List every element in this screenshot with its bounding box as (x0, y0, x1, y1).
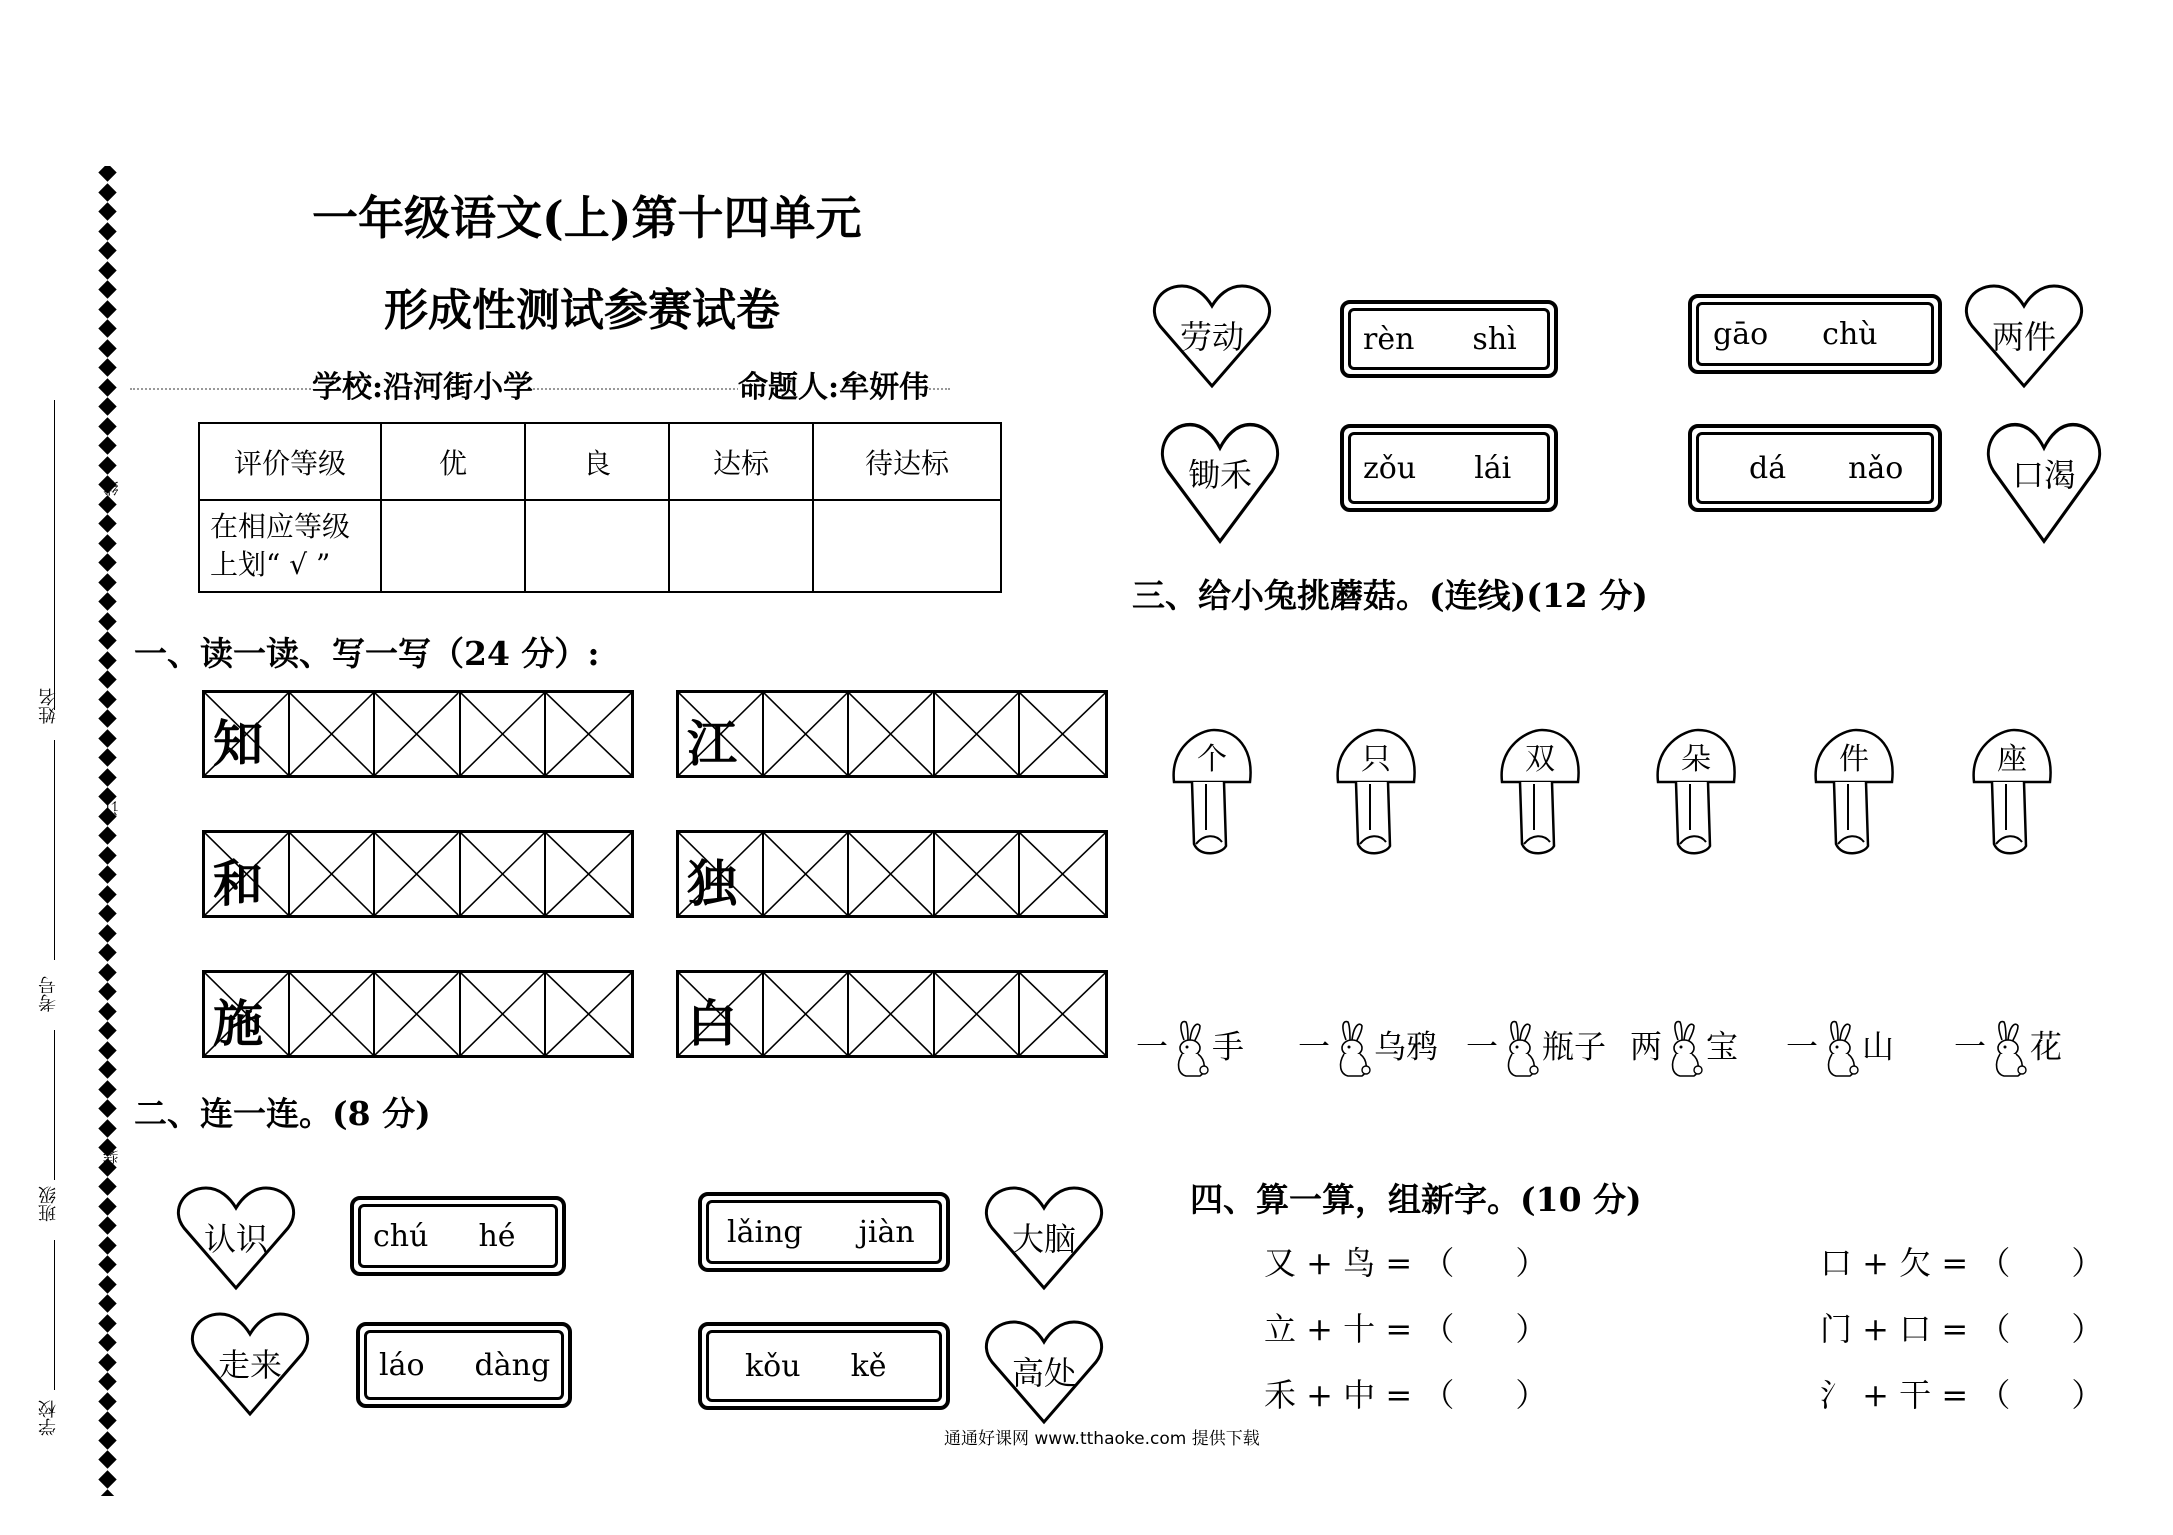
sample-character: 施 (213, 995, 263, 1053)
rating-table (198, 422, 1002, 593)
binding-diamond (98, 1353, 116, 1371)
measure-prefix: 一 (1954, 1027, 1987, 1066)
binding-diamond (98, 943, 116, 961)
pinyin-syllable: nǎo (1848, 450, 1904, 486)
mushroom[interactable] (1170, 726, 1254, 856)
binding-diamond (98, 183, 116, 201)
binding-diamond (98, 1236, 116, 1254)
school-name: 学校:沿河街小学 (312, 362, 533, 406)
writing-cell[interactable] (849, 693, 934, 775)
pinyin-syllable: dàng (474, 1347, 551, 1383)
binding-diamond (98, 1470, 116, 1488)
binding-diamond (98, 1099, 116, 1117)
binding-diamond (98, 826, 116, 844)
binding-diamond (98, 1080, 116, 1098)
binding-diamond (98, 397, 116, 415)
rating-cell-pending[interactable] (813, 500, 1001, 592)
binding-diamond (98, 573, 116, 591)
rabbit-item[interactable] (1786, 1020, 1894, 1078)
binding-diamond (98, 885, 116, 903)
pinyin-syllable: chù (1822, 316, 1878, 352)
rating-cell-good[interactable] (525, 500, 669, 592)
sample-character-cell (679, 833, 764, 915)
rating-header-grade: 评价等级 (199, 423, 381, 500)
heart-card[interactable] (176, 1184, 296, 1292)
heart-label: 两件 (1991, 318, 2056, 356)
mushroom[interactable] (1498, 726, 1582, 856)
heart-card[interactable] (984, 1318, 1104, 1426)
noun-suffix: 手 (1212, 1027, 1245, 1066)
heart-card[interactable] (1964, 282, 2084, 390)
writing-cell[interactable] (290, 833, 375, 915)
side-label-exam-number: 考号 (38, 976, 59, 1012)
writing-cell[interactable] (764, 693, 849, 775)
pinyin-syllable: chú (373, 1218, 429, 1254)
writing-cell[interactable] (764, 973, 849, 1055)
binding-diamond (98, 534, 116, 552)
mushroom-label: 件 (1839, 742, 1869, 777)
heart-card[interactable] (1160, 420, 1280, 546)
binding-label-line: 线 (102, 480, 121, 496)
binding-diamond (98, 1294, 116, 1312)
rabbit-icon (1498, 1020, 1542, 1078)
noun-suffix: 山 (1862, 1027, 1895, 1066)
pinyin-syllable: zǒu (1363, 450, 1417, 486)
writing-cell[interactable] (375, 693, 460, 775)
writing-cell[interactable] (1020, 833, 1105, 915)
side-label-name: 姓名 (38, 688, 59, 724)
school-line (54, 1240, 55, 1390)
rating-header-excellent: 优 (381, 423, 525, 500)
heart-label: 高处 (1011, 1354, 1076, 1392)
pinyin-syllable: kǒu (745, 1348, 801, 1384)
binding-diamond (98, 690, 116, 708)
rabbit-icon (1662, 1020, 1706, 1078)
binding-diamond (98, 1431, 116, 1449)
binding-diamond (98, 1255, 116, 1273)
writing-cell[interactable] (461, 973, 546, 1055)
writing-cell[interactable] (764, 833, 849, 915)
writing-cell[interactable] (1020, 693, 1105, 775)
rating-row-label-1: 在相应等级 (210, 510, 351, 543)
writing-cell[interactable] (546, 833, 631, 915)
writing-cell[interactable] (290, 973, 375, 1055)
binding-diamond (98, 748, 116, 766)
writing-cell[interactable] (461, 833, 546, 915)
binding-diamond (98, 261, 116, 279)
section3-heading: 三、给小兔挑蘑菇。(连线)(12 分) (1132, 576, 1648, 615)
writing-cell[interactable] (849, 973, 934, 1055)
measure-prefix: 两 (1630, 1027, 1663, 1066)
pinyin-syllable: hé (478, 1218, 516, 1254)
writing-grid-row (676, 970, 1108, 1058)
binding-diamond (98, 709, 116, 727)
sample-character: 和 (213, 855, 263, 913)
heart-label: 锄禾 (1187, 456, 1252, 494)
binding-diamond (98, 514, 116, 532)
writing-cell[interactable] (935, 693, 1020, 775)
binding-diamond (98, 982, 116, 1000)
heart-label: 大脑 (1011, 1220, 1076, 1258)
heart-card[interactable] (1152, 282, 1272, 390)
calc-item[interactable]: 口 + 欠 = （ ） (1820, 1244, 2104, 1282)
measure-prefix: 一 (1136, 1027, 1169, 1066)
sample-character-cell (205, 693, 290, 775)
rabbit-item[interactable] (1954, 1020, 2062, 1078)
writing-cell[interactable] (375, 833, 460, 915)
pinyin-syllable: lǎing (727, 1214, 803, 1250)
binding-diamond (98, 1041, 116, 1059)
binding-diamond (98, 1119, 116, 1137)
rabbit-icon (1330, 1020, 1374, 1078)
noun-suffix: 宝 (1706, 1027, 1739, 1066)
footer-source: 通通好课网 www.tthaoke.com 提供下载 (944, 1429, 1260, 1449)
binding-diamond (98, 1060, 116, 1078)
pinyin-card[interactable] (698, 1192, 950, 1272)
binding-diamond (98, 670, 116, 688)
sample-character: 知 (213, 715, 263, 773)
pinyin-card[interactable] (698, 1322, 950, 1410)
side-label-class: 班级 (38, 1186, 59, 1222)
measure-prefix: 一 (1298, 1027, 1331, 1066)
writing-grid-row (202, 830, 634, 918)
pinyin-syllable: lái (1474, 450, 1512, 486)
writing-cell[interactable] (375, 973, 460, 1055)
binding-diamond (98, 963, 116, 981)
heart-card[interactable] (984, 1184, 1104, 1292)
name-line (54, 400, 55, 710)
binding-diamond (98, 1450, 116, 1468)
binding-diamond (98, 417, 116, 435)
pinyin-syllable: láo (379, 1347, 425, 1383)
measure-prefix: 一 (1786, 1027, 1819, 1066)
binding-diamond (98, 300, 116, 318)
writing-grid-row (202, 970, 634, 1058)
exam-number-line (54, 740, 55, 960)
pinyin-card[interactable] (356, 1322, 572, 1408)
calc-item[interactable]: 立 + 十 = （ ） (1264, 1310, 1548, 1348)
measure-prefix: 一 (1466, 1027, 1499, 1066)
binding-diamond (98, 1275, 116, 1293)
binding-diamond (98, 865, 116, 883)
binding-diamond (98, 1372, 116, 1390)
writing-cell[interactable] (290, 693, 375, 775)
author-name: 命题人:牟妍伟 (738, 362, 929, 406)
mushroom-label: 个 (1197, 742, 1227, 777)
mushroom[interactable] (1812, 726, 1896, 856)
binding-diamond (98, 358, 116, 376)
binding-diamond (98, 1021, 116, 1039)
rating-header-pass: 达标 (669, 423, 813, 500)
heart-label: 走来 (217, 1346, 282, 1384)
binding-diamond (98, 1002, 116, 1020)
binding-diamond (98, 1392, 116, 1410)
calc-item[interactable]: 又 + 鸟 = （ ） (1264, 1244, 1548, 1282)
heart-card[interactable] (190, 1310, 310, 1418)
sample-character: 江 (687, 715, 737, 773)
noun-suffix: 乌鸦 (1374, 1027, 1439, 1066)
section4-heading: 四、算一算，组新字。(10 分) (1190, 1180, 1642, 1219)
binding-diamond (98, 1333, 116, 1351)
binding-diamond (98, 904, 116, 922)
writing-grid-row (676, 830, 1108, 918)
binding-diamond (98, 631, 116, 649)
pinyin-syllable: kě (850, 1348, 887, 1384)
writing-cell[interactable] (935, 973, 1020, 1055)
binding-diamond (98, 1411, 116, 1429)
pinyin-syllable: rèn (1363, 321, 1415, 357)
pinyin-syllable: jiàn (858, 1214, 915, 1250)
binding-diamond (98, 1314, 116, 1332)
binding-diamond (98, 924, 116, 942)
rabbit-icon (1986, 1020, 2030, 1078)
binding-diamond (98, 456, 116, 474)
rabbit-item[interactable] (1136, 1020, 1244, 1078)
sample-character-cell (205, 973, 290, 1055)
binding-diamond (98, 319, 116, 337)
mushroom[interactable] (1970, 726, 2054, 856)
writing-cell[interactable] (935, 833, 1020, 915)
binding-diamond (98, 436, 116, 454)
mushroom[interactable] (1334, 726, 1418, 856)
binding-diamond (98, 495, 116, 513)
binding-diamond (98, 1197, 116, 1215)
sample-character-cell (205, 833, 290, 915)
binding-diamond (98, 280, 116, 298)
writing-cell[interactable] (1020, 973, 1105, 1055)
binding-label-bind: 订 (102, 800, 121, 816)
rating-cell-excellent[interactable] (381, 500, 525, 592)
binding-diamond (98, 651, 116, 669)
pinyin-syllable: dá (1749, 450, 1787, 486)
pinyin-syllable: gāo (1713, 316, 1769, 352)
binding-diamond (98, 846, 116, 864)
rating-header-pending: 待达标 (813, 423, 1001, 500)
writing-cell[interactable] (849, 833, 934, 915)
binding-diamond (98, 222, 116, 240)
rabbit-icon (1818, 1020, 1862, 1078)
rating-header-good: 良 (525, 423, 669, 500)
binding-diamond (98, 378, 116, 396)
rabbit-item[interactable] (1298, 1020, 1438, 1078)
pinyin-card[interactable] (1688, 294, 1942, 374)
pinyin-syllable: shì (1472, 321, 1517, 357)
sample-character: 白 (687, 995, 737, 1053)
section1-heading: 一、读一读、写一写（24 分）: (134, 634, 600, 673)
mushroom-label: 座 (1997, 742, 2027, 777)
pinyin-card[interactable] (1688, 424, 1942, 512)
binding-diamond (98, 241, 116, 259)
rabbit-item[interactable] (1630, 1020, 1738, 1078)
binding-diamond (98, 1489, 116, 1496)
sample-character: 独 (687, 855, 737, 913)
class-line (54, 1030, 55, 1180)
pinyin-card[interactable] (1340, 424, 1558, 512)
binding-diamond (98, 612, 116, 630)
sample-character-cell (679, 973, 764, 1055)
noun-suffix: 瓶子 (1542, 1027, 1607, 1066)
rating-cell-pass[interactable] (669, 500, 813, 592)
pinyin-card[interactable] (1340, 300, 1558, 378)
writing-cell[interactable] (461, 693, 546, 775)
binding-diamond (98, 592, 116, 610)
side-label-school: 学校 (38, 1400, 59, 1436)
rating-row-label-2: 上划“ √ ” (210, 548, 331, 581)
calc-item[interactable]: 氵 + 干 = （ ） (1820, 1376, 2104, 1414)
binding-diamond (98, 729, 116, 747)
binding-label-seal: 装 (102, 1148, 121, 1164)
heart-label: 认识 (203, 1220, 268, 1258)
rabbit-icon (1168, 1020, 1212, 1078)
mushroom-label: 双 (1525, 742, 1555, 777)
mushroom-label: 朵 (1681, 742, 1711, 777)
section2-heading: 二、连一连。(8 分) (134, 1094, 431, 1133)
binding-diamond (98, 166, 116, 182)
page-subtitle: 形成性测试参赛试卷 (384, 285, 780, 336)
page-title: 一年级语文(上)第十四单元 (312, 191, 862, 245)
mushroom[interactable] (1654, 726, 1738, 856)
writing-cell[interactable] (546, 693, 631, 775)
noun-suffix: 花 (2030, 1027, 2063, 1066)
heart-label: 口渴 (2011, 456, 2076, 494)
rabbit-item[interactable] (1466, 1020, 1606, 1078)
binding-diamond (98, 553, 116, 571)
pinyin-card[interactable] (350, 1196, 566, 1276)
binding-diamond (98, 1216, 116, 1234)
binding-diamond (98, 768, 116, 786)
binding-diamond (98, 202, 116, 220)
mushroom-label: 只 (1361, 742, 1391, 777)
binding-diamond (98, 1177, 116, 1195)
writing-cell[interactable] (546, 973, 631, 1055)
calc-item[interactable]: 禾 + 中 = （ ） (1264, 1376, 1548, 1414)
rating-row-label (199, 500, 381, 592)
writing-grid-row (202, 690, 634, 778)
writing-grid-row (676, 690, 1108, 778)
heart-card[interactable] (1986, 420, 2102, 546)
heart-label: 劳动 (1179, 318, 1244, 356)
binding-diamond-line (96, 166, 122, 1496)
calc-item[interactable]: 门 + 口 = （ ） (1820, 1310, 2104, 1348)
sample-character-cell (679, 693, 764, 775)
binding-diamond (98, 339, 116, 357)
